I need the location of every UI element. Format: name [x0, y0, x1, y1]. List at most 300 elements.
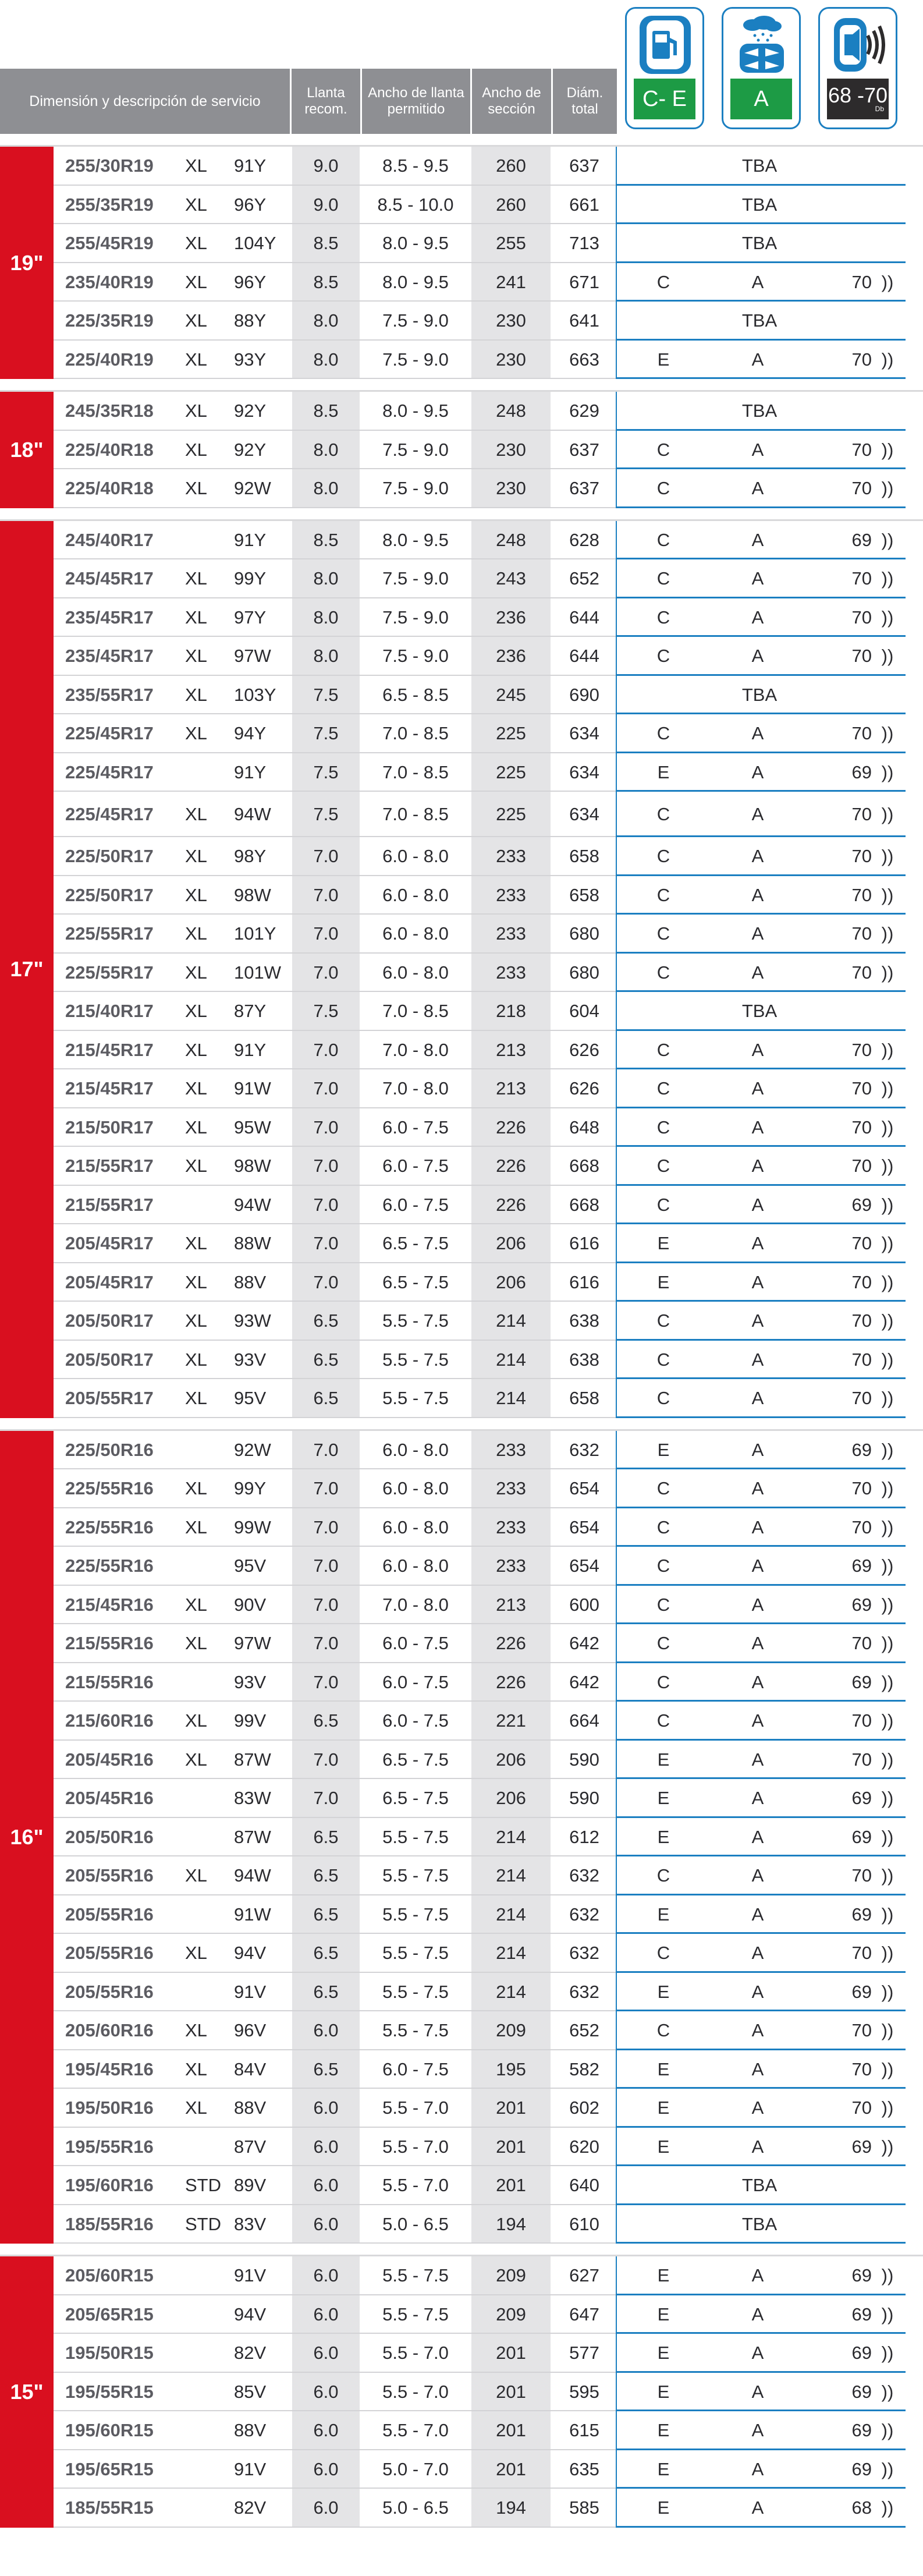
noise-waves-icon: ))	[881, 2097, 894, 2118]
fuel-rating: E	[657, 1981, 670, 2002]
recommended-rim: 6.0	[292, 2373, 360, 2412]
table-row	[0, 392, 923, 431]
permitted-rim-width: 7.5 - 9.0	[382, 310, 449, 331]
noise-db: 70	[851, 2020, 872, 2041]
noise-waves-icon: ))	[881, 646, 894, 667]
overall-diameter: 634	[569, 804, 599, 824]
wet-rating: A	[751, 923, 764, 944]
overall-diameter: 661	[569, 194, 599, 215]
recommended-rim: 7.0	[292, 954, 360, 993]
permitted-rim-width: 5.5 - 7.5	[382, 1865, 449, 1886]
fuel-rating: E	[657, 2343, 670, 2364]
fuel-rating: C	[656, 478, 670, 499]
load-type: XL	[185, 1001, 207, 1022]
section-width: 226	[471, 1108, 551, 1147]
overall-diameter: 690	[569, 684, 599, 705]
section-width: 214	[471, 1856, 551, 1895]
wet-rating: A	[751, 568, 764, 589]
table-row	[0, 2334, 923, 2373]
table-header	[0, 0, 923, 134]
permitted-rim-width: 5.5 - 7.0	[382, 2420, 449, 2441]
permitted-rim-width: 6.0 - 8.0	[382, 846, 449, 867]
permitted-rim-width: 5.5 - 7.5	[382, 2020, 449, 2041]
section-width: 214	[471, 1973, 551, 2012]
tire-dimension: 255/35R19	[65, 194, 154, 215]
table-row	[0, 521, 923, 560]
overall-diameter: 634	[569, 761, 599, 782]
load-type: XL	[185, 194, 207, 215]
table-row	[0, 2166, 923, 2205]
rim-size-label: 16"	[0, 1431, 54, 2244]
noise-waves-icon: ))	[881, 1516, 894, 1537]
load-type: XL	[185, 1594, 207, 1615]
table-row	[0, 2128, 923, 2167]
wet-rating: A	[751, 1388, 764, 1409]
table-row	[0, 1547, 923, 1586]
overall-diameter: 632	[569, 1981, 599, 2002]
load-type: XL	[185, 2097, 207, 2118]
fuel-rating: E	[657, 1749, 670, 1770]
tire-dimension: 205/60R16	[65, 2020, 154, 2041]
permitted-rim-width: 8.0 - 9.5	[382, 233, 449, 254]
section-width: 206	[471, 1741, 551, 1780]
load-type: XL	[185, 923, 207, 944]
noise-db: 70	[851, 962, 872, 983]
section-width: 260	[471, 147, 551, 186]
overall-diameter: 637	[569, 155, 599, 176]
recommended-rim: 8.5	[292, 521, 360, 560]
overall-diameter: 654	[569, 1555, 599, 1576]
load-type: XL	[185, 1233, 207, 1254]
header-section: Ancho de sección	[482, 85, 541, 117]
service-index: 96Y	[234, 271, 267, 292]
section-width: 195	[471, 2050, 551, 2089]
load-type: XL	[185, 1749, 207, 1770]
noise-db: 69	[851, 1826, 872, 1847]
recommended-rim: 7.0	[292, 1624, 360, 1663]
noise-db: 69	[851, 1194, 872, 1215]
noise-db: 70	[851, 1349, 872, 1370]
noise-db: 70	[851, 1156, 872, 1177]
noise-db: 70	[851, 1749, 872, 1770]
service-index: 94V	[234, 2304, 267, 2325]
fuel-rating: C	[656, 1117, 670, 1138]
wet-rating: A	[751, 607, 764, 628]
noise-db: 69	[851, 2381, 872, 2402]
section-width: 260	[471, 186, 551, 225]
tire-dimension: 205/55R17	[65, 1388, 154, 1409]
table-row	[0, 915, 923, 954]
load-type: XL	[185, 1156, 207, 1177]
noise-waves-icon: ))	[881, 568, 894, 589]
table-row	[0, 2450, 923, 2489]
tire-dimension: 215/45R16	[65, 1594, 154, 1615]
permitted-rim-width: 5.5 - 7.5	[382, 1310, 449, 1331]
tire-dimension: 215/45R17	[65, 1078, 154, 1099]
overall-diameter: 590	[569, 1788, 599, 1809]
fuel-rating: C	[656, 884, 670, 905]
wet-rating: A	[751, 1826, 764, 1847]
noise-waves-icon: ))	[881, 923, 894, 944]
header-perm: Ancho de llanta permitido	[368, 85, 464, 117]
recommended-rim: 6.0	[292, 2205, 360, 2244]
service-index: 88V	[234, 2420, 267, 2441]
service-index: 99V	[234, 1710, 267, 1731]
noise-db: 70	[851, 1310, 872, 1331]
noise-db: 70	[851, 2058, 872, 2079]
tire-dimension: 225/45R17	[65, 761, 154, 782]
noise-db: 70	[851, 478, 872, 499]
overall-diameter: 632	[569, 1904, 599, 1925]
wet-rating: A	[751, 349, 764, 370]
overall-diameter: 620	[569, 2136, 599, 2157]
noise-db: 69	[851, 2343, 872, 2364]
wet-rating: A	[751, 962, 764, 983]
overall-diameter: 668	[569, 1156, 599, 1177]
noise-label	[827, 79, 889, 119]
noise-waves-icon: ))	[881, 1749, 894, 1770]
tire-dimension: 195/50R16	[65, 2097, 154, 2118]
tire-dimension: 225/50R16	[65, 1439, 154, 1460]
fuel-rating: C	[656, 1594, 670, 1615]
overall-diameter: 713	[569, 233, 599, 254]
service-index: 92Y	[234, 401, 267, 421]
noise-waves-icon: ))	[881, 1865, 894, 1886]
load-type: XL	[185, 271, 207, 292]
tire-dimension: 235/55R17	[65, 684, 154, 705]
overall-diameter: 680	[569, 923, 599, 944]
table-row	[0, 1186, 923, 1225]
recommended-rim: 7.0	[292, 1431, 360, 1470]
recommended-rim: 7.0	[292, 837, 360, 876]
recommended-rim: 6.5	[292, 1856, 360, 1895]
section-width: 201	[471, 2334, 551, 2373]
service-index: 87Y	[234, 1001, 267, 1022]
table-row	[0, 263, 923, 302]
table-row	[0, 1379, 923, 1418]
fuel-rating: E	[657, 1233, 670, 1254]
tba-label: TBA	[741, 1001, 778, 1022]
tire-dimension: 205/45R16	[65, 1788, 154, 1809]
noise-waves-icon: ))	[881, 1117, 894, 1138]
noise-waves-icon: ))	[881, 846, 894, 867]
section-width: 213	[471, 1031, 551, 1070]
tire-dimension: 235/40R19	[65, 271, 154, 292]
permitted-rim-width: 6.5 - 7.5	[382, 1233, 449, 1254]
service-index: 94W	[234, 1194, 271, 1215]
noise-waves-icon: ))	[881, 1439, 894, 1460]
section-width: 233	[471, 1547, 551, 1586]
noise-db: 70	[851, 271, 872, 292]
permitted-rim-width: 8.0 - 9.5	[382, 529, 449, 550]
recommended-rim: 6.0	[292, 2295, 360, 2334]
noise-waves-icon: ))	[881, 1388, 894, 1409]
table-row	[0, 224, 923, 263]
wet-rating: A	[751, 1078, 764, 1099]
load-type: XL	[185, 1117, 207, 1138]
tire-dimension: 205/55R16	[65, 1865, 154, 1886]
recommended-rim: 7.0	[292, 1741, 360, 1780]
fuel-rating: C	[656, 804, 670, 824]
rim-size-label: 18"	[0, 392, 54, 508]
fuel-rating: E	[657, 349, 670, 370]
permitted-rim-width: 6.0 - 7.5	[382, 1194, 449, 1215]
table-row	[0, 2089, 923, 2128]
header-rim: Llanta recom.	[304, 85, 347, 117]
tire-dimension: 215/55R17	[65, 1156, 154, 1177]
table-row	[0, 1702, 923, 1741]
section-width: 214	[471, 1895, 551, 1934]
fuel-rating: E	[657, 761, 670, 782]
noise-db: 70	[851, 1271, 872, 1292]
wet-rating: A	[751, 1156, 764, 1177]
recommended-rim: 8.0	[292, 431, 360, 470]
table-row	[0, 1818, 923, 1857]
tire-dimension: 195/60R16	[65, 2175, 154, 2196]
overall-diameter: 577	[569, 2343, 599, 2364]
fuel-rating: E	[657, 2497, 670, 2518]
fuel-rating: E	[657, 2458, 670, 2479]
fuel-rating: E	[657, 2058, 670, 2079]
section-width: 233	[471, 954, 551, 993]
table-row	[0, 1469, 923, 1508]
recommended-rim: 7.0	[292, 915, 360, 954]
wet-label: A	[730, 79, 792, 119]
tire-dimension: 195/65R15	[65, 2458, 154, 2479]
service-index: 91Y	[234, 1039, 267, 1060]
recommended-rim: 8.5	[292, 392, 360, 431]
permitted-rim-width: 6.5 - 7.5	[382, 1271, 449, 1292]
noise-db: 70	[851, 884, 872, 905]
fuel-label: C- E	[634, 79, 695, 119]
noise-waves-icon: ))	[881, 2381, 894, 2402]
noise-db: 69	[851, 1904, 872, 1925]
section-width: 248	[471, 392, 551, 431]
overall-diameter: 658	[569, 884, 599, 905]
section-width: 233	[471, 915, 551, 954]
service-index: 93W	[234, 1310, 271, 1331]
section-width: 213	[471, 1586, 551, 1625]
noise-db: 70	[851, 1478, 872, 1499]
section-width: 214	[471, 1302, 551, 1341]
noise-db: 68	[851, 2497, 872, 2518]
noise-waves-icon: ))	[881, 1671, 894, 1692]
noise-waves-icon: ))	[881, 271, 894, 292]
permitted-rim-width: 7.5 - 9.0	[382, 568, 449, 589]
noise-db: 69	[851, 2304, 872, 2325]
recommended-rim: 6.5	[292, 2050, 360, 2089]
recommended-rim: 6.0	[292, 2256, 360, 2295]
load-type: XL	[185, 1633, 207, 1654]
wet-rating: A	[751, 2265, 764, 2286]
overall-diameter: 632	[569, 1865, 599, 1886]
wet-rating: A	[751, 2343, 764, 2364]
section-width: 209	[471, 2256, 551, 2295]
recommended-rim: 6.5	[292, 1341, 360, 1380]
recommended-rim: 6.0	[292, 2128, 360, 2167]
row-blue-underline	[616, 2526, 906, 2528]
tire-dimension: 195/60R15	[65, 2420, 154, 2441]
overall-diameter: 632	[569, 1943, 599, 1964]
table-row	[0, 714, 923, 753]
table-row	[0, 1856, 923, 1895]
load-type: XL	[185, 884, 207, 905]
permitted-rim-width: 6.0 - 7.5	[382, 1633, 449, 1654]
noise-waves-icon: ))	[881, 1788, 894, 1809]
tire-dimension: 195/45R16	[65, 2058, 154, 2079]
fuel-rating: C	[656, 1194, 670, 1215]
fuel-rating: C	[656, 1943, 670, 1964]
wet-rating: A	[751, 439, 764, 460]
tire-dimension: 215/55R16	[65, 1633, 154, 1654]
recommended-rim: 9.0	[292, 186, 360, 225]
table-row	[0, 753, 923, 792]
section-width: 201	[471, 2450, 551, 2489]
recommended-rim: 6.5	[292, 1973, 360, 2012]
permitted-rim-width: 8.0 - 9.5	[382, 401, 449, 421]
table-row	[0, 559, 923, 598]
tire-dimension: 225/55R16	[65, 1478, 154, 1499]
table-row	[0, 2373, 923, 2412]
fuel-rating: E	[657, 2136, 670, 2157]
overall-diameter: 637	[569, 478, 599, 499]
noise-waves-icon: ))	[881, 2420, 894, 2441]
wet-rating: A	[751, 271, 764, 292]
wet-rating: A	[751, 2097, 764, 2118]
fuel-rating: C	[656, 568, 670, 589]
permitted-rim-width: 5.5 - 7.0	[382, 2175, 449, 2196]
wet-rating: A	[751, 2497, 764, 2518]
service-index: 92W	[234, 1439, 271, 1460]
tire-dimension: 225/55R17	[65, 923, 154, 944]
section-width: 201	[471, 2411, 551, 2450]
recommended-rim: 6.0	[292, 2411, 360, 2450]
wet-grip-badge	[722, 7, 801, 129]
recommended-rim: 7.5	[292, 792, 360, 837]
recommended-rim: 7.0	[292, 876, 360, 915]
section-width: 209	[471, 2011, 551, 2050]
header-diameter: Diám. total	[566, 85, 604, 117]
permitted-rim-width: 7.0 - 8.5	[382, 1001, 449, 1022]
section-width: 209	[471, 2295, 551, 2334]
recommended-rim: 7.0	[292, 1031, 360, 1070]
wet-rating: A	[751, 1633, 764, 1654]
service-index: 88W	[234, 1233, 271, 1254]
wet-rating: A	[751, 1671, 764, 1692]
overall-diameter: 652	[569, 2020, 599, 2041]
row-blue-underline	[616, 506, 906, 508]
wet-rating: A	[751, 884, 764, 905]
noise-waves-icon: ))	[881, 884, 894, 905]
noise-waves-icon: ))	[881, 2265, 894, 2286]
service-index: 97Y	[234, 607, 267, 628]
section-width: 233	[471, 1431, 551, 1470]
overall-diameter: 612	[569, 1826, 599, 1847]
tire-dimension: 225/55R17	[65, 962, 154, 983]
permitted-rim-width: 6.0 - 7.5	[382, 1156, 449, 1177]
tire-dimension: 225/55R16	[65, 1516, 154, 1537]
wet-rating: A	[751, 1943, 764, 1964]
wet-rating: A	[751, 2420, 764, 2441]
recommended-rim: 8.0	[292, 302, 360, 341]
permitted-rim-width: 5.5 - 7.5	[382, 1349, 449, 1370]
permitted-rim-width: 6.0 - 8.0	[382, 1439, 449, 1460]
section-width: 230	[471, 302, 551, 341]
tire-dimension: 225/50R17	[65, 884, 154, 905]
recommended-rim: 8.5	[292, 224, 360, 263]
fuel-rating: C	[656, 1156, 670, 1177]
section-width: 214	[471, 1818, 551, 1857]
section-width: 214	[471, 1934, 551, 1973]
tba-label: TBA	[741, 233, 778, 254]
noise-db: 69	[851, 529, 872, 550]
fuel-rating: C	[656, 1349, 670, 1370]
tba-label: TBA	[741, 2175, 778, 2196]
fuel-pump-tire-icon	[638, 15, 692, 75]
service-index: 91V	[234, 2265, 267, 2286]
load-type: XL	[185, 2020, 207, 2041]
noise-unit: Db	[875, 105, 884, 113]
service-index: 84V	[234, 2058, 267, 2079]
permitted-rim-width: 6.0 - 8.0	[382, 1478, 449, 1499]
table-row	[0, 302, 923, 341]
tire-dimension: 205/45R17	[65, 1271, 154, 1292]
permitted-rim-width: 6.5 - 7.5	[382, 1749, 449, 1770]
header-dimension: Dimensión y descripción de servicio	[29, 93, 261, 109]
noise-db: 70	[851, 1516, 872, 1537]
section-width: 236	[471, 598, 551, 637]
row-blue-underline	[616, 377, 906, 379]
service-index: 91W	[234, 1078, 271, 1099]
service-index: 101W	[234, 962, 281, 983]
permitted-rim-width: 5.5 - 7.5	[382, 2265, 449, 2286]
permitted-rim-width: 6.0 - 7.5	[382, 2058, 449, 2079]
recommended-rim: 7.0	[292, 1224, 360, 1263]
overall-diameter: 632	[569, 1439, 599, 1460]
section-width: 194	[471, 2489, 551, 2528]
wet-rating: A	[751, 529, 764, 550]
noise-db: 69	[851, 1439, 872, 1460]
recommended-rim: 7.5	[292, 676, 360, 715]
recommended-rim: 8.5	[292, 263, 360, 302]
fuel-rating: E	[657, 2420, 670, 2441]
section-width: 243	[471, 559, 551, 598]
tba-label: TBA	[741, 155, 778, 176]
noise-waves-icon: ))	[881, 1156, 894, 1177]
load-type: XL	[185, 1271, 207, 1292]
overall-diameter: 648	[569, 1117, 599, 1138]
noise-waves-icon: ))	[881, 1271, 894, 1292]
fuel-rating: E	[657, 1439, 670, 1460]
tire-dimension: 225/40R18	[65, 439, 154, 460]
table-row	[0, 2011, 923, 2050]
wet-rating: A	[751, 2304, 764, 2325]
table-row	[0, 1895, 923, 1934]
wet-rating: A	[751, 1710, 764, 1731]
service-index: 101Y	[234, 923, 276, 944]
recommended-rim: 6.0	[292, 2089, 360, 2128]
rim-size-label: 17"	[0, 521, 54, 1418]
noise-value: 68 -70	[828, 83, 888, 107]
permitted-rim-width: 5.5 - 7.5	[382, 1826, 449, 1847]
noise-db: 70	[851, 1633, 872, 1654]
tire-dimension: 235/45R17	[65, 646, 154, 667]
wet-rating: A	[751, 2458, 764, 2479]
service-index: 94Y	[234, 723, 267, 744]
section-width: 230	[471, 431, 551, 470]
recommended-rim: 6.0	[292, 2011, 360, 2050]
table-row	[0, 1341, 923, 1380]
